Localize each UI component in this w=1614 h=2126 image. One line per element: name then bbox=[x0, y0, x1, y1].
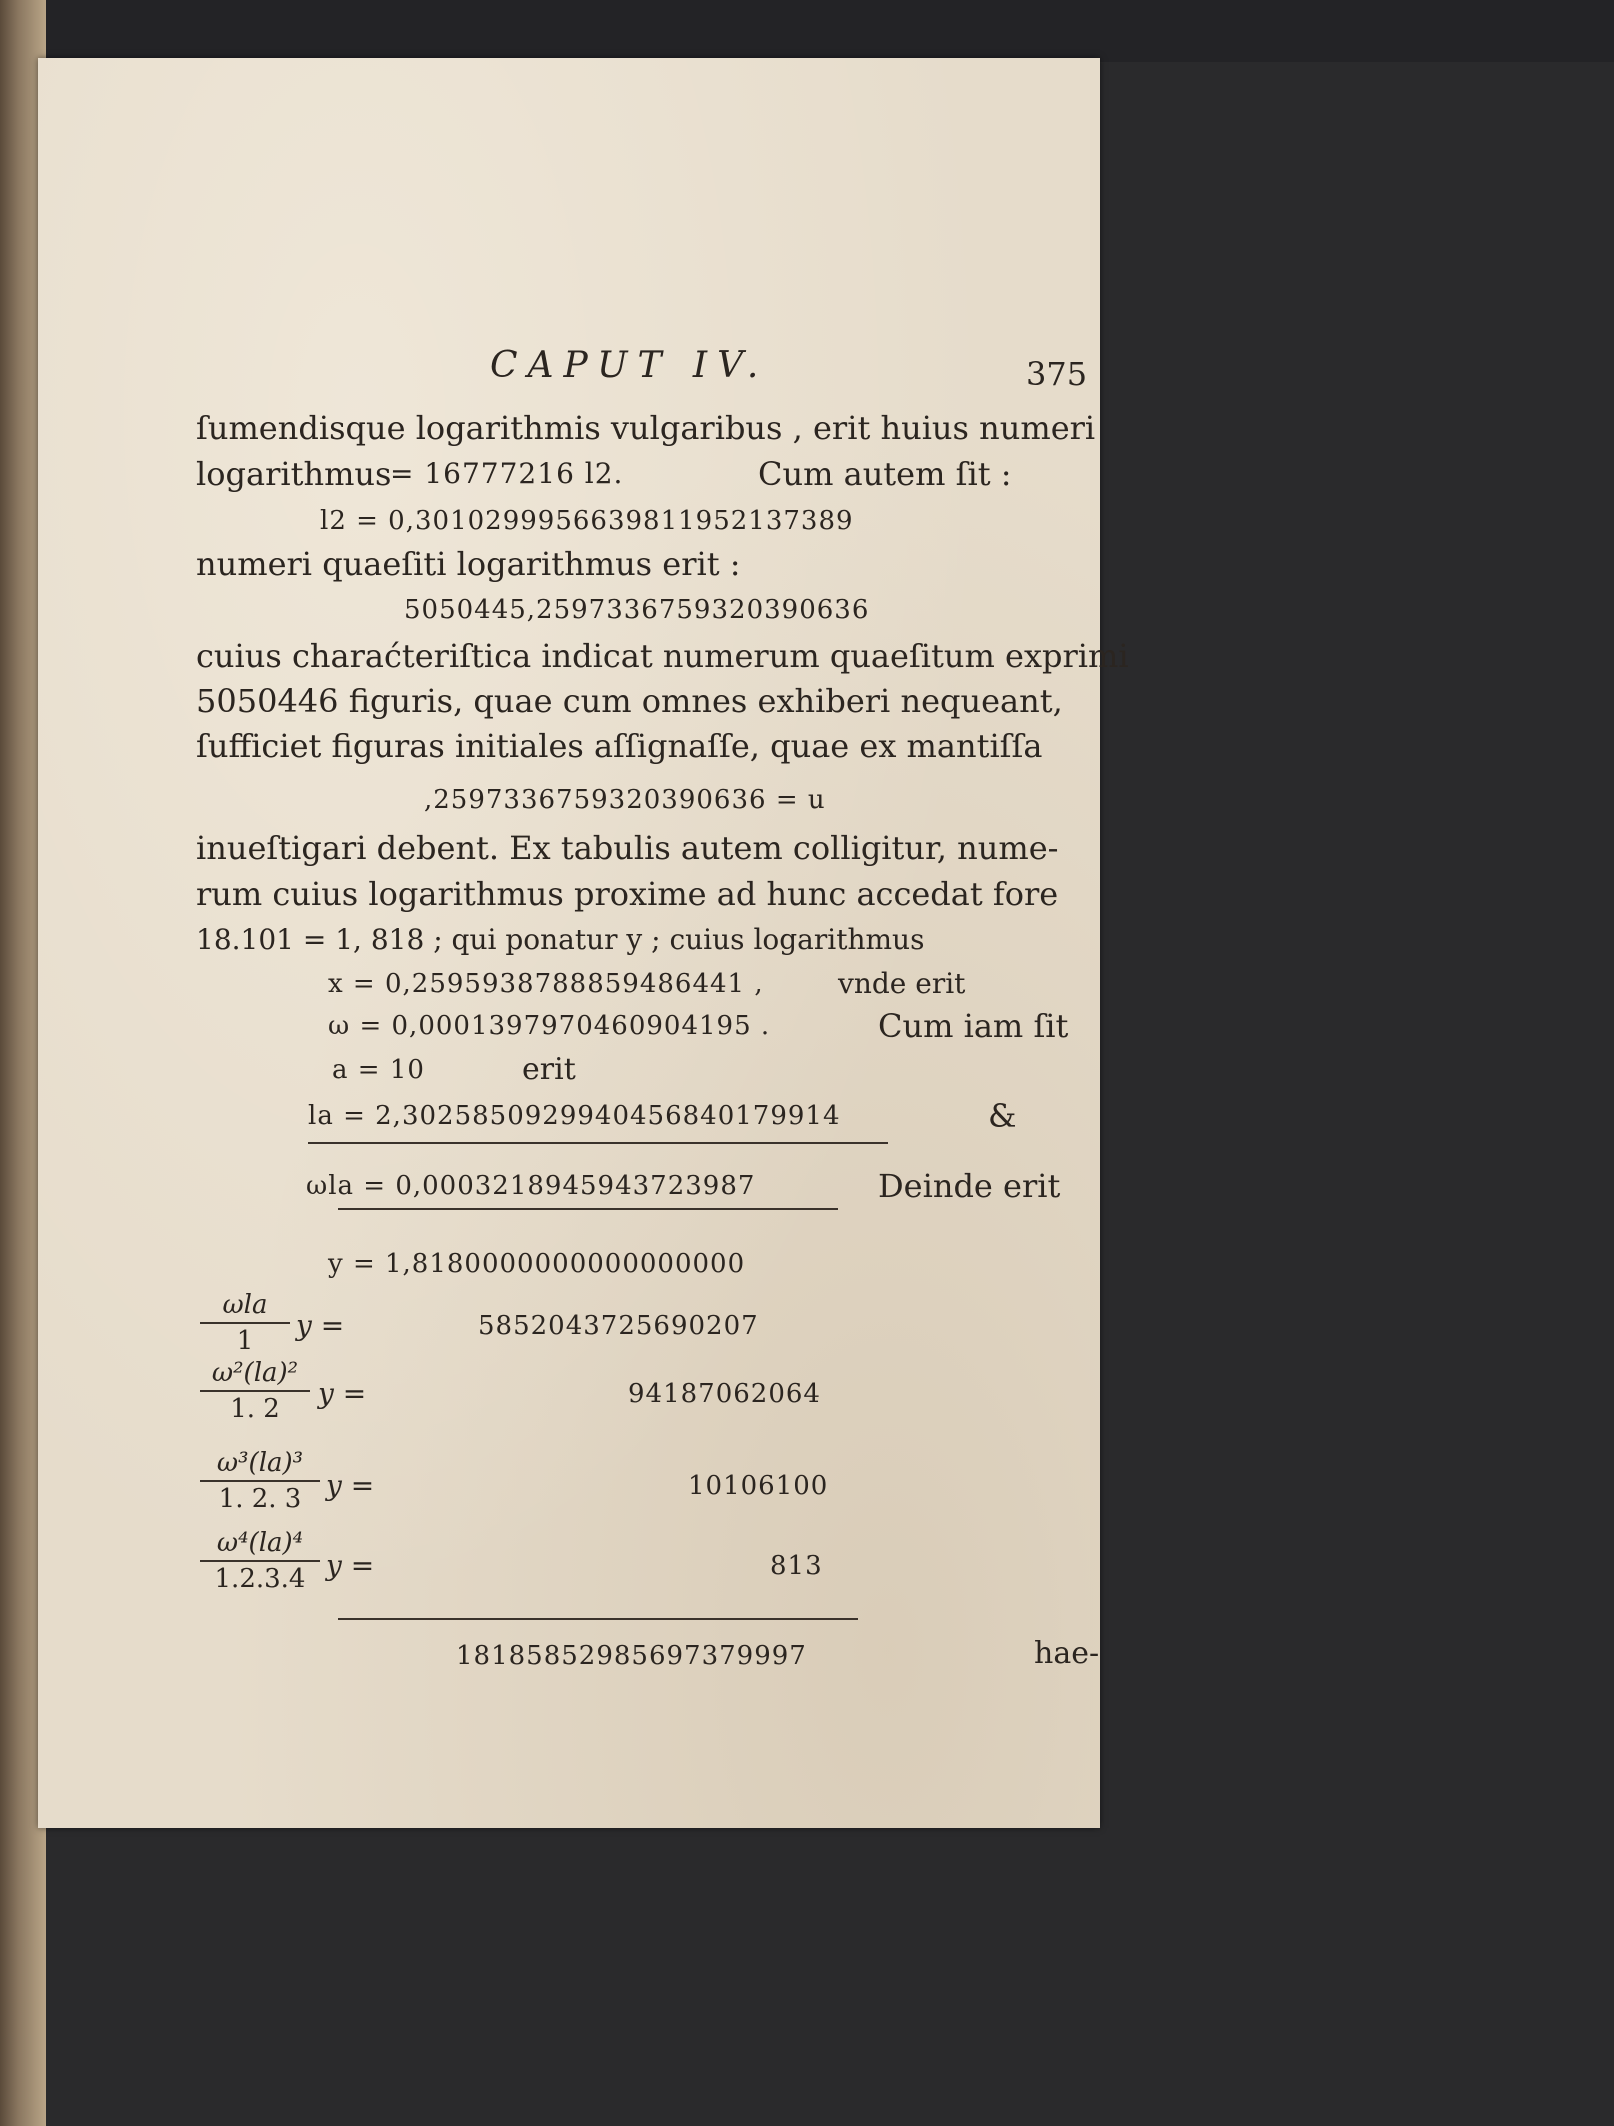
equation-la: la = 2,3025850929940456840179914 bbox=[308, 1101, 841, 1131]
equation-omega: ω = 0,0001397970460904195 . bbox=[328, 1011, 771, 1041]
series-sum: 18185852985697379997 bbox=[456, 1641, 807, 1671]
fraction-2-denominator: 1. 2 bbox=[230, 1394, 280, 1424]
running-head: CAPUT IV. bbox=[490, 345, 769, 386]
text-line-13b: vnde erit bbox=[838, 967, 966, 1000]
equation-x: x = 0,2595938788859486441 , bbox=[328, 969, 764, 999]
catchword: hae- bbox=[1034, 1636, 1100, 1671]
fraction-4-rhs: y = bbox=[326, 1549, 375, 1582]
fraction-4 bbox=[200, 1528, 320, 1594]
sum-rule bbox=[338, 1618, 858, 1620]
series-term-3: 10106100 bbox=[688, 1471, 829, 1501]
text-line-12: 18.101 = 1, 818 ; qui ponatur y ; cuius logarithmus bbox=[196, 923, 925, 956]
page-number: 375 bbox=[1026, 355, 1088, 393]
equation-log-value: 5050445,2597336759320390636 bbox=[404, 595, 870, 625]
text-line-16b: & bbox=[988, 1097, 1017, 1135]
fraction-3-numerator: ω³(la)³ bbox=[216, 1448, 304, 1478]
text-line-11: rum cuius logarithmus proxime ad hunc accedat fore bbox=[196, 875, 1059, 913]
series-term-4: 813 bbox=[770, 1551, 823, 1581]
book-page bbox=[38, 58, 1129, 1828]
series-term-1: 5852043725690207 bbox=[478, 1311, 759, 1341]
text-line-2c: Cum autem ſit : bbox=[758, 455, 1012, 493]
fraction-1-denominator: 1 bbox=[236, 1326, 254, 1356]
equation-mantissa: ,2597336759320390636 = u bbox=[424, 785, 826, 815]
fraction-4-numerator: ω⁴(la)⁴ bbox=[216, 1528, 304, 1558]
top-border bbox=[0, 0, 1614, 62]
text-line-10: inueſtigari debent. Ex tabulis autem colligitur, nume- bbox=[196, 829, 1059, 867]
text-line-15b: erit bbox=[522, 1052, 576, 1087]
rule-2 bbox=[338, 1208, 838, 1210]
series-term-2: 94187062064 bbox=[628, 1379, 821, 1409]
fraction-2-rhs: y = bbox=[318, 1377, 367, 1410]
fraction-3-denominator: 1. 2. 3 bbox=[218, 1484, 302, 1514]
equation-a: a = 10 bbox=[332, 1055, 425, 1085]
text-line-4: numeri quaeſiti logarithmus erit : bbox=[196, 545, 741, 583]
text-line-6: cuius charaćteriſtica indicat numerum quaeſitum exprimi bbox=[196, 637, 1129, 675]
text-line-17b: Deinde erit bbox=[878, 1167, 1061, 1205]
text-line-14b: Cum iam ſit bbox=[878, 1007, 1069, 1045]
series-term-0: y = 1,8180000000000000000 bbox=[328, 1249, 746, 1279]
fraction-3 bbox=[200, 1448, 320, 1514]
fraction-2-numerator: ω²(la)² bbox=[211, 1358, 299, 1388]
text-line-8: ſufficiet figuras initiales aſſignaſſe, quae ex mantiſſa bbox=[196, 727, 1043, 765]
fraction-3-rhs: y = bbox=[326, 1469, 375, 1502]
text-line-7: 5050446 figuris, quae cum omnes exhiberi nequeant, bbox=[196, 682, 1063, 720]
fraction-1 bbox=[200, 1290, 290, 1356]
equation-omega-la: ωla = 0,0003218945943723987 bbox=[306, 1171, 756, 1201]
fraction-2 bbox=[200, 1358, 310, 1424]
equation-l2: l2 = 0,3010299956639811952137389 bbox=[320, 506, 854, 536]
text-line-2a: logarithmus bbox=[196, 455, 392, 493]
fraction-4-denominator: 1.2.3.4 bbox=[214, 1564, 306, 1594]
fraction-1-numerator: ωla bbox=[222, 1290, 268, 1320]
fraction-1-rhs: y = bbox=[296, 1309, 345, 1342]
text-line-2b: = 16777216 l2. bbox=[390, 457, 624, 490]
text-line-1: ſumendisque logarithmis vulgaribus , erit huius numeri bbox=[196, 409, 1096, 447]
rule-1 bbox=[308, 1142, 888, 1144]
